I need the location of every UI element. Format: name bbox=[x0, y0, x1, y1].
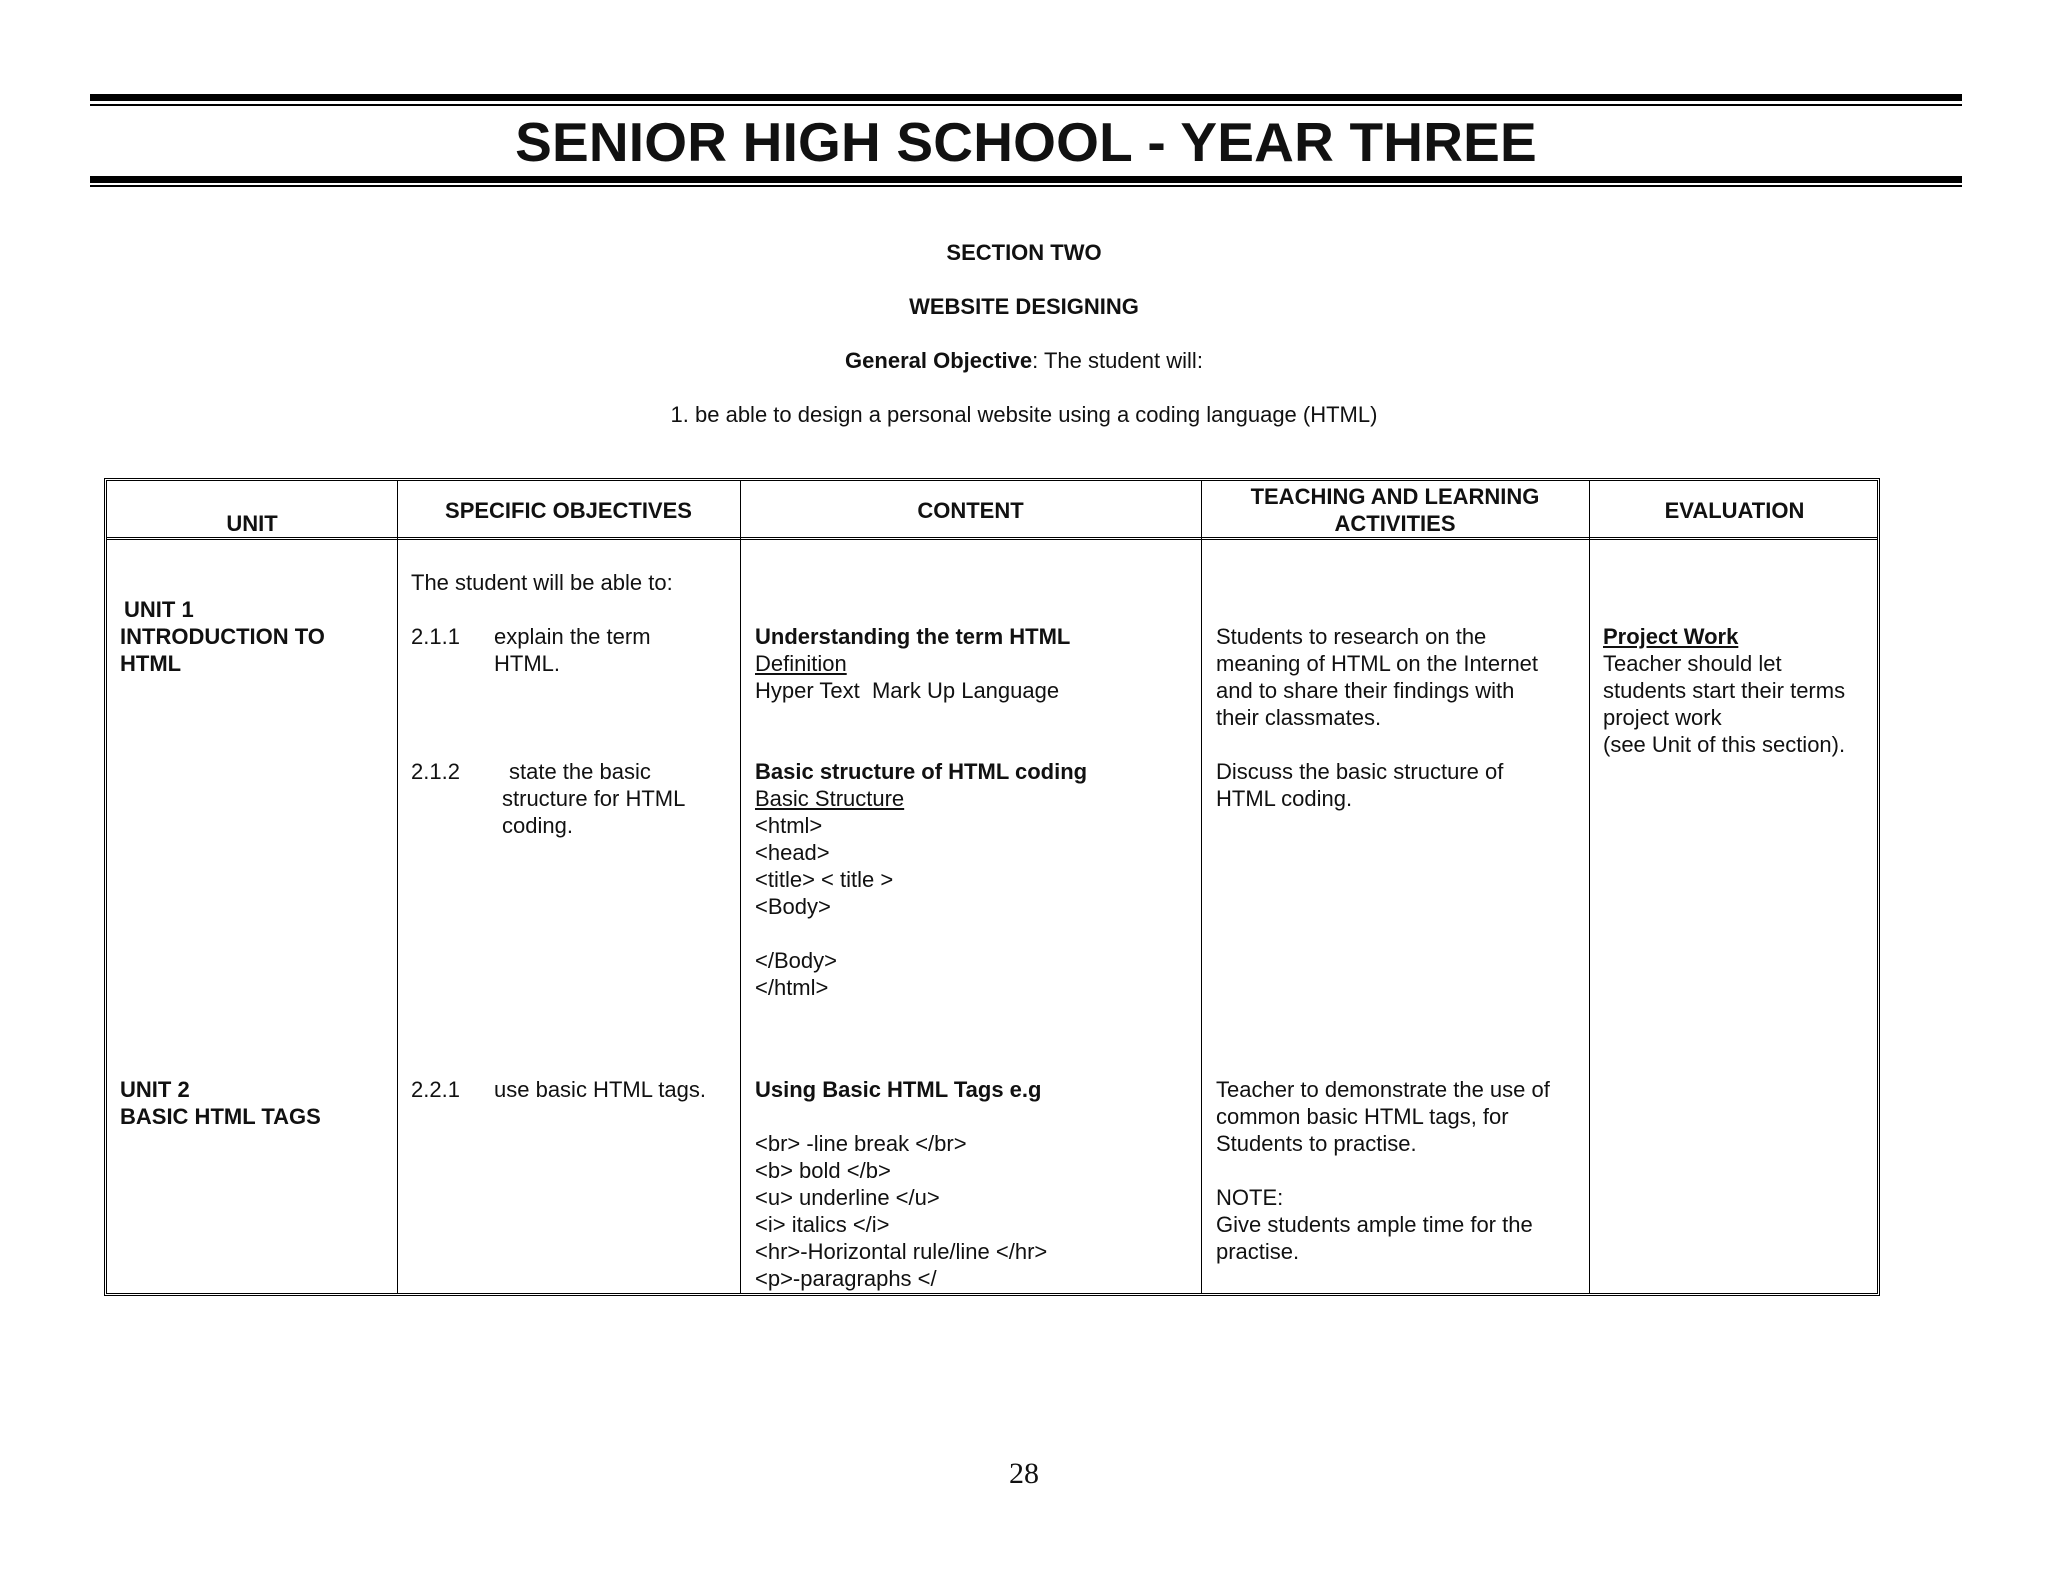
objective-2-1-2-line1: state the basic bbox=[509, 759, 651, 784]
objective-2-1-1-line1: explain the term bbox=[494, 624, 651, 649]
column-divider bbox=[740, 481, 741, 1293]
evaluation-line: (see Unit of this section). bbox=[1603, 732, 1846, 757]
activity-line: HTML coding. bbox=[1216, 786, 1353, 811]
unit1-title-line1: INTRODUCTION TO bbox=[120, 624, 325, 649]
evaluation-line: project work bbox=[1603, 705, 1722, 730]
column-divider bbox=[1201, 481, 1202, 1293]
objective-2-1-2-line3: coding. bbox=[502, 813, 573, 838]
code-line: <title> < title > bbox=[755, 867, 894, 892]
section-label: SECTION TWO bbox=[946, 240, 1102, 265]
objective-2-1-1-number: 2.1.1 bbox=[411, 624, 460, 649]
objective-2-2-1-number: 2.2.1 bbox=[411, 1077, 460, 1102]
unit1-label: UNIT 1 bbox=[124, 597, 194, 622]
content-structure-subheading: Basic Structure bbox=[755, 786, 905, 811]
col-header-activities bbox=[1201, 481, 1589, 539]
col-header-unit bbox=[107, 481, 397, 539]
content-definition-subheading: Definition bbox=[755, 651, 847, 676]
code-line: </Body> bbox=[755, 948, 837, 973]
page-number: 28 bbox=[1009, 1457, 1039, 1490]
evaluation-line: students start their terms bbox=[1603, 678, 1846, 703]
activity-note-label: NOTE: bbox=[1216, 1185, 1284, 1210]
tag-line: <i> italics </i> bbox=[755, 1212, 890, 1237]
content-html-heading: Understanding the term HTML bbox=[755, 624, 1071, 649]
title-bottom-rule-thin bbox=[90, 185, 1962, 187]
evaluation-heading: Project Work bbox=[1603, 624, 1739, 649]
tag-line: <br> -line break </br> bbox=[755, 1131, 967, 1156]
activity-line: their classmates. bbox=[1216, 705, 1382, 730]
objective-2-1-2-line2: structure for HTML bbox=[502, 786, 686, 811]
activity-line: Give students ample time for the bbox=[1216, 1212, 1533, 1237]
activity-line: Teacher to demonstrate the use of bbox=[1216, 1077, 1550, 1102]
activity-line: practise. bbox=[1216, 1239, 1300, 1264]
evaluation-line: Teacher should let bbox=[1603, 651, 1782, 676]
column-divider bbox=[1589, 481, 1590, 1293]
tag-line: <p>-paragraphs </ bbox=[755, 1266, 937, 1291]
curriculum-table bbox=[104, 478, 1880, 1296]
activity-line: meaning of HTML on the Internet bbox=[1216, 651, 1539, 676]
col-header-content: CONTENT bbox=[917, 497, 1024, 523]
objectives-intro: The student will be able to: bbox=[411, 570, 673, 595]
code-line: <html> bbox=[755, 813, 823, 838]
code-line: </html> bbox=[755, 975, 829, 1000]
activity-line: Students to practise. bbox=[1216, 1131, 1417, 1156]
code-line: <head> bbox=[755, 840, 830, 865]
content-tags-heading: Using Basic HTML Tags e.g bbox=[755, 1077, 1042, 1102]
objective-2-1-2-number: 2.1.2 bbox=[411, 759, 460, 784]
title-top-rule-thick bbox=[90, 94, 1962, 101]
unit1-title-line2: HTML bbox=[120, 651, 182, 676]
activity-line: common basic HTML tags, for bbox=[1216, 1104, 1509, 1129]
objective-2-2-1-text: use basic HTML tags. bbox=[494, 1077, 706, 1102]
code-line: <Body> bbox=[755, 894, 831, 919]
unit2-label: UNIT 2 bbox=[120, 1077, 190, 1102]
col-header-activities-line1: TEACHING AND LEARNING bbox=[1250, 484, 1540, 509]
column-divider bbox=[397, 481, 398, 1293]
title-top-rule-thin bbox=[90, 104, 1962, 106]
page-title: SENIOR HIGH SCHOOL - YEAR THREE bbox=[515, 111, 1537, 173]
content-structure-heading: Basic structure of HTML coding bbox=[755, 759, 1088, 784]
objective-text: : The student will: bbox=[1032, 348, 1203, 373]
activity-line: and to share their findings with bbox=[1216, 678, 1515, 703]
content-definition-text: Hyper Text Mark Up Language bbox=[755, 678, 1060, 703]
tag-line: <hr>-Horizontal rule/line </hr> bbox=[755, 1239, 1048, 1264]
col-header-unit-label: UNIT bbox=[226, 510, 278, 536]
tag-line: <u> underline </u> bbox=[755, 1185, 940, 1210]
objective-2-1-1-line2: HTML. bbox=[494, 651, 560, 676]
section-title: WEBSITE DESIGNING bbox=[909, 294, 1139, 319]
activity-line: Students to research on the bbox=[1216, 624, 1487, 649]
col-header-activities-line2: ACTIVITIES bbox=[1334, 511, 1456, 536]
col-header-specific-objectives: SPECIFIC OBJECTIVES bbox=[445, 497, 692, 523]
general-objective bbox=[0, 347, 2048, 375]
objective-label: General Objective bbox=[845, 348, 1033, 373]
col-header-evaluation: EVALUATION bbox=[1664, 497, 1805, 523]
title-bottom-rule-thick bbox=[90, 176, 1962, 183]
unit2-title: BASIC HTML TAGS bbox=[120, 1104, 321, 1129]
tag-line: <b> bold </b> bbox=[755, 1158, 891, 1183]
objective-item: 1. be able to design a personal website using a coding language (HTML) bbox=[670, 402, 1378, 427]
activity-line: Discuss the basic structure of bbox=[1216, 759, 1504, 784]
